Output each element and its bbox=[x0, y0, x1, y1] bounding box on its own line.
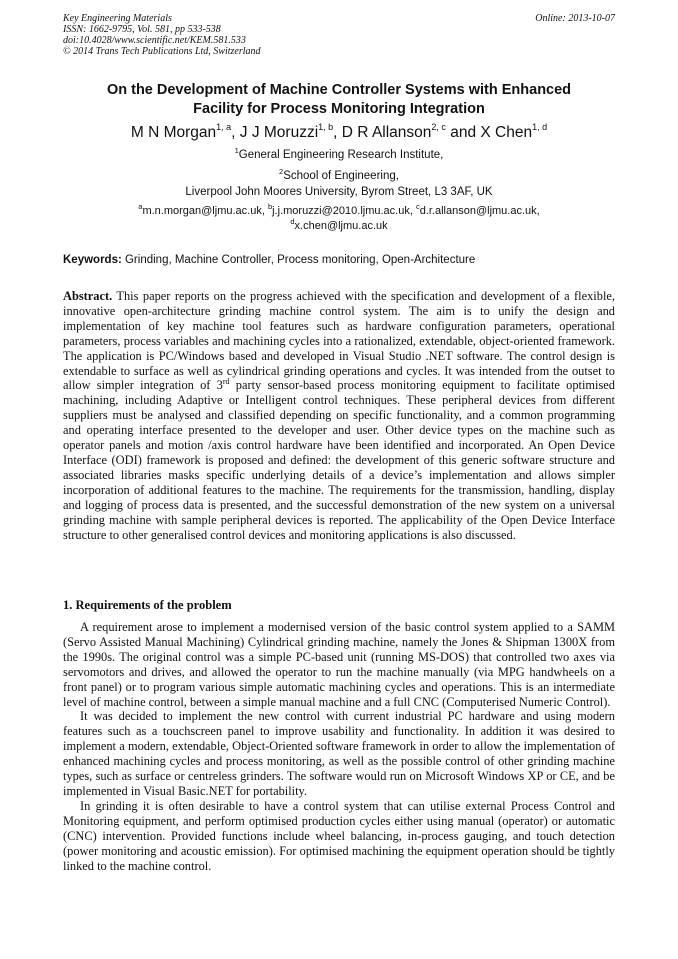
email-marker: a bbox=[138, 202, 143, 211]
journal-issn: ISSN: 1662-9795, Vol. 581, pp 533-538 bbox=[63, 24, 221, 35]
abstract-ordinal: rd bbox=[222, 377, 230, 387]
author-affil-marker: 1, d bbox=[532, 122, 548, 132]
keywords-text: Grinding, Machine Controller, Process monitoring, Open-Architecture bbox=[121, 254, 476, 266]
journal-header bbox=[63, 13, 615, 57]
section-body bbox=[63, 620, 615, 873]
author-name: M N Morgan bbox=[130, 124, 217, 141]
affiliations bbox=[60, 147, 618, 201]
paragraph: In grinding it is often desirable to have a control system that can utilise external Process Control and Monitoring equipment, and perform optimised production cycles either using manual (operator) or automatic (CNC) intervention. Provided functions include wheel balancing, in-process gauging, and touch detection (power monitoring and acoustic emission). For optimised machining the equipment operation should be tightly linked to the machine control. bbox=[63, 798, 615, 873]
email-link[interactable]: m.n.morgan@ljmu.ac.uk, bbox=[142, 205, 268, 217]
abstract bbox=[63, 289, 615, 542]
paragraph: It was decided to implement the new control with current industrial PC hardware and using modern features such as a touchscreen panel to improve usability and functionality. In addition it was desired to implement a modern, extendable, Object-Oriented software framework in order to allow the implementation of enhanced machining cycles and process monitoring, as well as the possible control of other grinding machine types, such as surface or centreless grinders. The software would run on Microsoft Windows XP or CE, and be implemented in Visual Basic.NET for portability. bbox=[63, 709, 615, 798]
abstract-text-1: This paper reports on the progress achieved with the specification and development of a flexible, innovative open-architecture grinding machine control system. The aim is to unify the design and implementation of key machine tool features such as hardware configuration parameters, operational parameters, process variables and machining cycles into a rationalized, extendable, object-oriented framework. The application is PC/Windows based and developed in Visual Studio .NET software. The control design is extendable to surface as well as cylindrical grinding operations and cycles. It was intended from the outset to allow simpler integration of 3 bbox=[63, 289, 615, 393]
email-marker: c bbox=[415, 202, 420, 211]
author-separator: and bbox=[445, 124, 481, 141]
email-marker: d bbox=[290, 217, 295, 226]
section-heading: 1. Requirements of the problem bbox=[63, 598, 232, 612]
affiliation-2 bbox=[60, 168, 618, 185]
title-line-2: Facility for Process Monitoring Integration bbox=[193, 101, 485, 117]
affiliation-marker: 1 bbox=[234, 146, 239, 155]
author-affil-marker: 2, c bbox=[431, 122, 446, 132]
author-separator: , bbox=[333, 124, 342, 141]
keywords bbox=[63, 253, 615, 268]
author-affil-marker: 1, b bbox=[318, 122, 334, 132]
email-marker: b bbox=[267, 202, 273, 211]
author-name: D R Allanson bbox=[341, 124, 432, 141]
email-link[interactable]: x.chen@ljmu.ac.uk bbox=[294, 220, 388, 232]
paragraph: A requirement arose to implement a modernised version of the basic control system applied to a SAMM (Servo Assisted Manual Machining) Cylindrical grinding machine, namely the Jones & Shipman 1300X from the 1990s. The original control was a simple PC-based unit (running MS-DOS) that controlled two axes via servomotors and drives, and allowed the operator to run the machine manually (via MPG handwheels on a front panel) or to program various simple automatic machining cycles and operations. This is an intermediate level of machine control, between a simple manual machine and a full CNC (Computerised Numeric Control). bbox=[63, 620, 615, 709]
author-list bbox=[60, 123, 618, 143]
affiliation-marker: 2 bbox=[279, 166, 284, 176]
affiliation-text: School of Engineering, bbox=[283, 169, 399, 182]
affiliation-2-address: Liverpool John Moores University, Byrom Street, L3 3AF, UK bbox=[185, 186, 493, 198]
affiliation-1 bbox=[60, 147, 618, 164]
keywords-label: Keywords: bbox=[63, 254, 122, 266]
email-link[interactable]: j.j.moruzzi@2010.ljmu.ac.uk, bbox=[272, 205, 416, 217]
abstract-text-2: party sensor-based process monitoring equipment to facilitate optimised machining, including Adaptive or Intelligent control techniques. These peripheral devices from different suppliers must be analysed and classified depending on specific functionality, and a common programming and operating interface presented to the developer and user. Other device types on the machine such as operator panels and motion /axis control hardware have been identified and incorporated. An Open Device Interface (ODI) framework is proposed and defined: the development of this generic software structure and associated libraries masks specific underlying details of a device’s implementation and allows simpler incorporation of additional features to the machine. The requirements for the transmission, handling, display and logging of process data is presented, and the successful demonstration of the new system on a universal grinding machine with sample peripheral devices is reported. The applicability of the Open Device Interface structure to other generalised control devices and monitoring applications is also discussed. bbox=[63, 378, 615, 542]
online-date: Online: 2013-10-07 bbox=[535, 13, 615, 24]
affiliation-text: General Engineering Research Institute, bbox=[238, 149, 444, 161]
title-line-1: On the Development of Machine Controller Systems with Enhanced bbox=[106, 82, 572, 98]
abstract-label: Abstract. bbox=[63, 289, 113, 303]
author-emails bbox=[60, 204, 618, 234]
author-name: X Chen bbox=[480, 124, 533, 141]
paper-title bbox=[60, 81, 618, 119]
author-separator: , bbox=[231, 124, 240, 141]
journal-doi[interactable]: doi:10.4028/www.scientific.net/KEM.581.533 bbox=[63, 35, 246, 46]
author-affil-marker: 1, a bbox=[216, 122, 232, 132]
journal-copyright: © 2014 Trans Tech Publications Ltd, Switzerland bbox=[63, 46, 261, 57]
journal-name: Key Engineering Materials bbox=[63, 13, 172, 24]
author-name: J J Moruzzi bbox=[239, 124, 319, 141]
email-link[interactable]: d.r.allanson@ljmu.ac.uk, bbox=[419, 205, 540, 217]
